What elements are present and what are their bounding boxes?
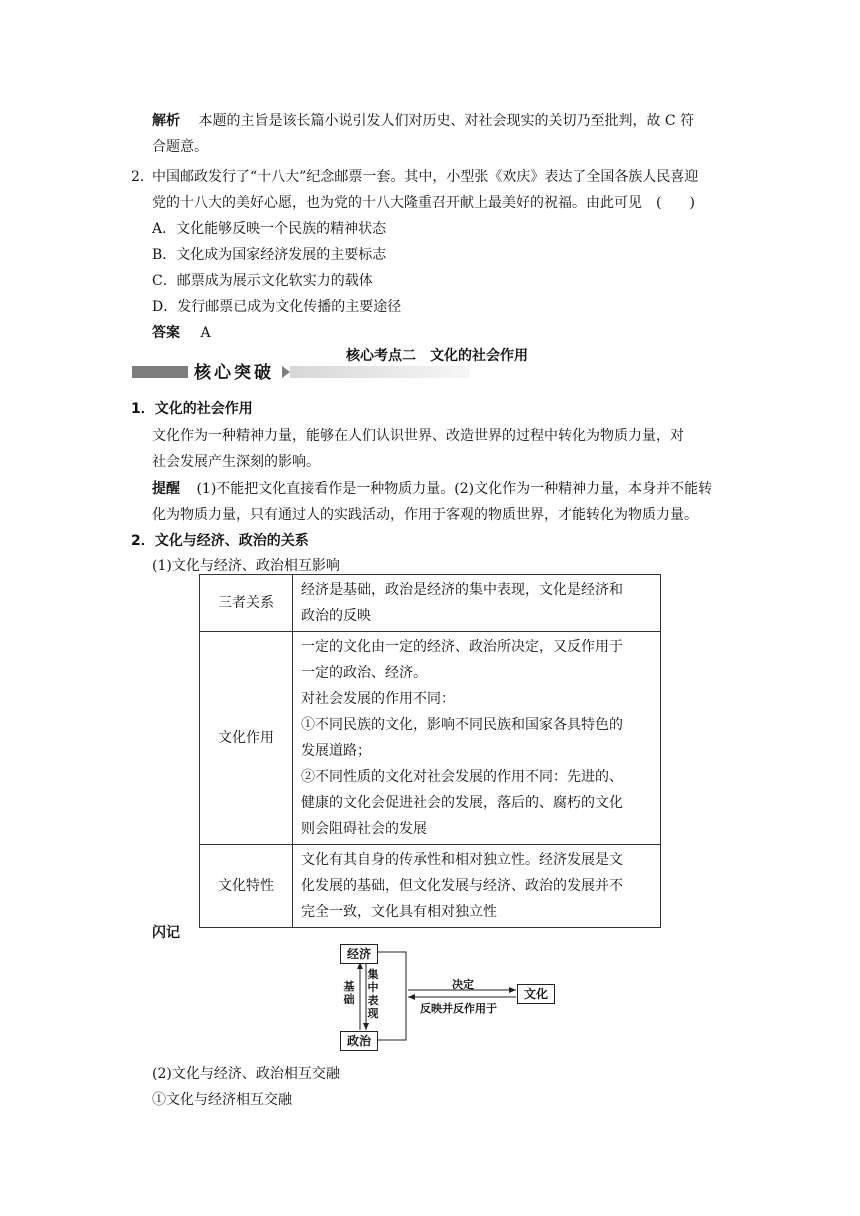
banner-title: 核心突破: [194, 363, 274, 383]
sub-heading-1: (1)文化与经济、政治相互影响: [152, 558, 340, 574]
row-value: [293, 845, 661, 928]
basis-label: 基础: [343, 980, 355, 1006]
cell-line: 化发展的基础，但文化发展与经济、政治的发展并不: [301, 878, 623, 894]
option-a: A．文化能够反映一个民族的精神状态: [152, 221, 387, 237]
sub-heading-2: (2)文化与经济、政治相互交融: [152, 1066, 340, 1082]
culture-node: 文化: [517, 984, 555, 1004]
cell-line: 对社会发展的作用不同：: [301, 691, 455, 707]
concentrated-label: 集中表现: [367, 968, 379, 1020]
tip-line-2: 化为物质力量，只有通过人的实践活动，作用于客观的物质世界，才能转化为物质力量。: [152, 507, 698, 523]
tip-text: (1)不能把文化直接看作是一种物质力量。(2)文化作为一种精神力量，本身并不能转: [196, 481, 713, 497]
table-row: [200, 575, 661, 632]
section-title: 核心考点二 文化的社会作用: [346, 348, 528, 364]
answer-line: [152, 322, 211, 342]
cell-line: 文化有其自身的传承性和相对独立性。经济发展是文: [301, 852, 623, 868]
question-2-stem-line-1: 中国邮政发行了“十八大”纪念邮票一套。其中，小型张《欢庆》表达了全国各族人民喜迎: [152, 169, 699, 185]
relationship-table: [199, 574, 661, 928]
tip-line-1: [152, 478, 712, 498]
question-2-number: 2．: [131, 169, 154, 185]
option-b: B．文化成为国家经济发展的主要标志: [152, 247, 387, 263]
heading-1: 1．文化的社会作用: [131, 401, 253, 417]
cell-line: ②不同性质的文化对社会发展的作用不同：先进的、: [301, 769, 623, 785]
row-key: 文化特性: [200, 845, 293, 928]
table-row: [200, 845, 661, 928]
reacts-label: 反映并反作用于: [420, 1002, 497, 1015]
answer-value: A: [200, 325, 211, 341]
politics-node: 政治: [340, 1031, 378, 1051]
economy-node: 经济: [340, 944, 378, 964]
p1-line-2: 社会发展产生深刻的影响。: [152, 454, 320, 470]
table-row: [200, 632, 661, 845]
analysis-text: 本题的主旨是该长篇小说引发人们对历史、对社会现实的关切乃至批判，故 C 符: [198, 113, 695, 129]
row-value: [293, 632, 661, 845]
decides-label: 决定: [452, 978, 474, 991]
cell-line: 完全一致，文化具有相对独立性: [301, 904, 497, 920]
question-2-stem-line-2: 党的十八大的美好心愿，也为党的十八大隆重召开献上最美好的祝福。由此可见 ( ): [152, 195, 695, 211]
cell-line: 则会阻碍社会的发展: [301, 821, 427, 837]
row-key: 三者关系: [200, 575, 293, 632]
banner-fade: [282, 366, 470, 378]
cell-line: 一定的政治、经济。: [301, 665, 427, 681]
heading-2: 2．文化与经济、政治的关系: [131, 533, 309, 549]
analysis-label: 解析: [152, 113, 180, 129]
cell-line: 健康的文化会促进社会的发展，落后的、腐朽的文化: [301, 795, 623, 811]
p1-line-1: 文化作为一种精神力量，能够在人们认识世界、改造世界的过程中转化为物质力量，对: [152, 428, 684, 444]
cell-line: ①不同民族的文化，影响不同民族和国家各具特色的: [301, 717, 623, 733]
tip-label: 提醒: [152, 481, 180, 497]
row-key: 文化作用: [200, 632, 293, 845]
row-value: [293, 575, 661, 632]
option-c: C．邮票成为展示文化软实力的载体: [152, 273, 373, 289]
banner-bar: [132, 366, 188, 378]
banner-notch: [282, 366, 290, 378]
analysis-line-1: [152, 110, 694, 130]
cell-line: 一定的文化由一定的经济、政治所决定，又反作用于: [301, 639, 623, 655]
analysis-line-2: 合题意。: [152, 139, 208, 155]
cell-line: 政治的反映: [301, 608, 371, 624]
sub-heading-2-1: ①文化与经济相互交融: [152, 1092, 292, 1108]
flash-label: 闪记: [152, 925, 180, 941]
option-d: D．发行邮票已成为文化传播的主要途径: [152, 299, 402, 315]
cell-line: 经济是基础，政治是经济的集中表现，文化是经济和: [301, 582, 623, 598]
cell-line: 发展道路；: [301, 743, 371, 759]
answer-label: 答案: [152, 325, 180, 341]
